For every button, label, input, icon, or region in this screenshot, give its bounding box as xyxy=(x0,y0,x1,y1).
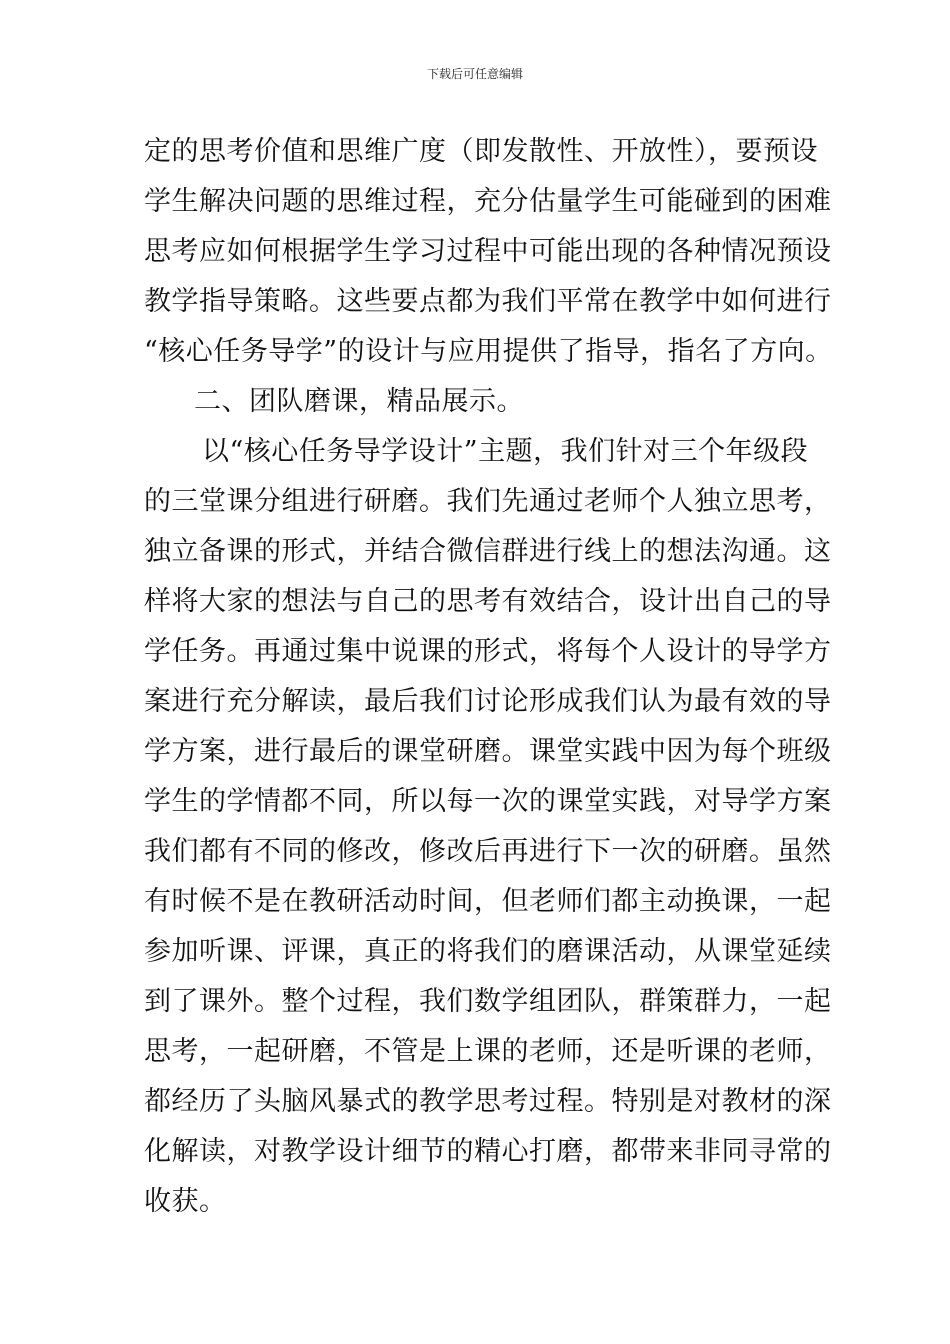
text-line: 案进行充分解读，最后我们讨论形成我们认为最有效的导 xyxy=(144,686,832,717)
text-line: 思考应如何根据学生学习过程中可能出现的各种情况预设 xyxy=(144,236,832,267)
text-line: “核心任务导学”的设计与应用提供了指导，指名了方向。 xyxy=(144,336,833,367)
text-line: 学任务。再通过集中说课的形式，将每个人设计的导学方 xyxy=(144,636,832,667)
text-line: 定的思考价值和思维广度（即发散性、开放性），要预设 xyxy=(144,136,818,167)
text-line: 到了课外。整个过程，我们数学组团队，群策群力，一起 xyxy=(144,986,832,1017)
text-line: 思考，一起研磨，不管是上课的老师，还是听课的老师， xyxy=(144,1036,832,1067)
text-line: 教学指导策略。这些要点都为我们平常在教学中如何进行 xyxy=(144,286,832,317)
page-header: 下载后可任意编辑 xyxy=(426,67,523,81)
text-line: 样将大家的想法与自己的思考有效结合，设计出自己的导 xyxy=(144,586,832,617)
section-heading: 二、团队磨课，精品展示。 xyxy=(194,386,524,417)
text-line: 有时候不是在教研活动时间，但老师们都主动换课，一起 xyxy=(144,886,832,917)
text-line: 我们都有不同的修改，修改后再进行下一次的研磨。虽然 xyxy=(144,836,832,867)
text-line: 化解读，对教学设计细节的精心打磨，都带来非同寻常的 xyxy=(144,1136,832,1167)
document-body xyxy=(144,127,833,1227)
text-line: 学生的学情都不同，所以每一次的课堂实践，对导学方案 xyxy=(144,786,832,817)
text-line: 独立备课的形式，并结合微信群进行线上的想法沟通。这 xyxy=(144,536,832,567)
text-line: 学方案，进行最后的课堂研磨。课堂实践中因为每个班级 xyxy=(144,736,832,767)
paragraph-first-line: 以“核心任务导学设计”主题，我们针对三个年级段 xyxy=(202,436,809,467)
text-line: 的三堂课分组进行研磨。我们先通过老师个人独立思考， xyxy=(144,486,832,517)
text-line: 参加听课、评课，真正的将我们的磨课活动，从课堂延续 xyxy=(144,936,832,967)
text-line: 收获。 xyxy=(144,1186,227,1217)
text-line: 学生解决问题的思维过程，充分估量学生可能碰到的困难 xyxy=(144,186,832,217)
text-line: 都经历了头脑风暴式的教学思考过程。特别是对教材的深 xyxy=(144,1086,832,1117)
